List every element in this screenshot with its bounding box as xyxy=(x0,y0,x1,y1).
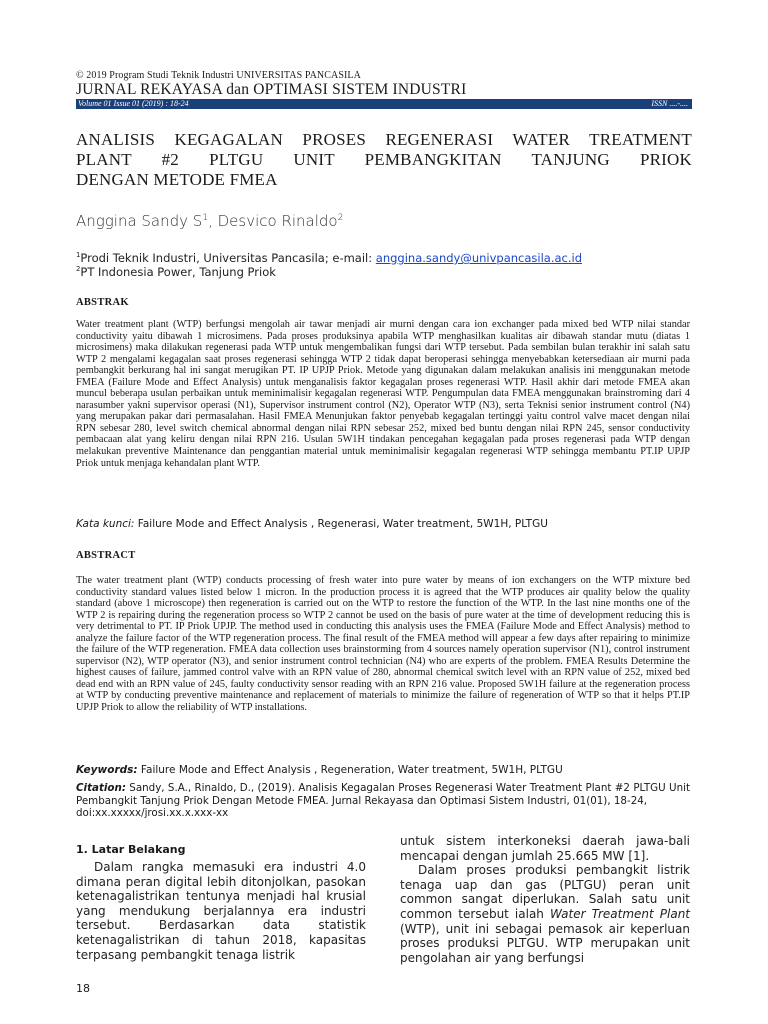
abstrak-heading: ABSTRAK xyxy=(76,297,129,308)
abstrak-text: Water treatment plant (WTP) berfungsi mengolah air tawar menjadi air murni dengan cara ion exchanger pada mixed bed WTP nilai standar conductivity yaitu dibawah 1 microsimens. Pada proses produksinya apabila WTP menghasilkan kualitas air dibawah standar mutu (diatas 1 microsimens) maka dilakukan regenerasi pada WTP untuk mengembalikan fungsi dari WTP tersebut. Pada sembilan bulan terakhir ini salah satu WTP 2 mengalami kegagalan saat proses regenerasi sehingga WTP 2 tidak dapat beroperasi sehingga menyebabkan ketersediaan air murni pada pembangkit berkurang hal ini sangat merugikan PT. IP UPJP Priok. Metode yang digunakan dalam melakukan analisis ini menggunakan metode FMEA (Failure Mode and Effect Analysis) untuk menganalisis faktor kegagalan proses regenerasi WTP. Hasil akhir dari metode FMEA akan muncul beberapa usulan perbaikan untuk meminimalisir kegagalan regenerasi WTP. Pengumpulan data FMEA menggunakan brainstroming dari 4 narasumber yakni supervisor operasi (N1), Supervisor instrument control (N2), Operator WTP (N3), serta Teknisi senior instrument control (N4) yang merupakan pakar dari permasalahan. Hasil FMEA Menunjukan faktor penyebab kegagalan tertinggi yaitu control valve macet dengan nilai RPN sebesar 280, level switch chemical abnormal dengan nilai RPN sebesar 252, mixed bed buntu dengan nilai RPN 245, sensor conductivity pembacaan alat yang keliru dengan nilai RPN 216. Usulan 5W1H tindakan pencegahan kegagalan pada proses regenerasi pada WTP dengan melakukan preventive Maintenance dan penggantian material untuk meminimalisir kegagalan regenerasi WTP sehingga membantu PT.IP UPJP Priok untuk menjaga kehandalan plant WTP. xyxy=(76,319,690,469)
email-link[interactable]: anggina.sandy@univpancasila.ac.id xyxy=(375,251,583,265)
author-affiliation-mark: 2 xyxy=(337,213,344,223)
issn-info: ISSN ....-.... xyxy=(651,99,688,108)
citation-doi: doi:xx.xxxxx/jrosi.xx.x.xxx-xx xyxy=(76,807,229,819)
author-name: Desvico Rinaldo xyxy=(217,212,338,230)
affiliation-2 xyxy=(76,265,276,279)
body-left-column: Dalam rangka memasuki era industri 4.0 dimana peran digital lebih ditonjolkan, pasokan ketenagalistrikan tentunya menjadi hal krusial yang mendukung berjalannya era industri tersebut. Berdasarkan data statistik ketenagalistrikan di tahun 2018, kapasitas terpasang pembangkit tenaga listrik xyxy=(76,860,366,962)
keywords-text: Failure Mode and Effect Analysis , Regeneration, Water treatment, 5W1H, PLTGU xyxy=(137,764,563,776)
copyright-line: © 2019 Program Studi Teknik Industri UNIVERSITAS PANCASILA xyxy=(76,70,361,81)
body-text: (WTP), unit ini sebagai pemasok air keperluan proses produksi PLTGU. WTP merupakan unit pengolahan air yang berfungsi xyxy=(400,921,690,965)
volume-info: Volume 01 Issue 01 (2019) : 18-24 xyxy=(78,99,189,108)
kata-kunci-label: Kata kunci: xyxy=(76,518,135,530)
body-emphasis: Water Treatment Plant xyxy=(549,906,691,921)
body-paragraph: untuk sistem interkoneksi daerah jawa-bali mencapai dengan jumlah 25.665 MW [1]. xyxy=(400,834,690,863)
affiliation-1 xyxy=(76,251,582,265)
paper-title xyxy=(76,130,692,190)
body-right-column xyxy=(400,834,690,965)
citation-label: Citation: xyxy=(76,782,126,794)
kata-kunci-text: Failure Mode and Effect Analysis , Regenerasi, Water treatment, 5W1H, PLTGU xyxy=(134,518,548,530)
citation-block xyxy=(76,782,690,820)
page-number: 18 xyxy=(76,982,90,995)
journal-name: JURNAL REKAYASA dan OPTIMASI SISTEM INDUSTRI xyxy=(76,81,467,98)
abstract-text: The water treatment plant (WTP) conducts processing of fresh water into pure water by means of ion exchangers on the WTP mixture bed conductivity standard values listed below 1 micron. In the production process it is agreed that the WTP produces air quality below the quality standard (above 1 microscope) then regeneration is carried out on the WTP to restore the function of the WTP. In the last nine months one of the WTP 2 is repairing during the regeneration process so WTP 2 cannot be used on the basis of pure water at the time of development reducing this is very detrimental to PT. IP Priok UPJP. The method used in conducting this analysis uses the FMEA (Failure Mode and Effect Analysis) method to analyze the failure factor of the WTP regeneration process. The final result of the FMEA method will appear a few days after repairing to minimize the failure of the WTP regeneration. FMEA data collection uses brainstorming from 4 sources namely operation supervisor (N1), control instrument supervisor (N2), WTP operator (N3), and senior instrument control technician (N4) who are experts of the problem. FMEA Results Determine the highest causes of failure, jammed control valve with an RPN value of 280, abnormal chemical switch level with an RPN value of 252, mixed bed dead end with an RPN value of 245, faulty conductivity sensor reading with an RPN 216 value. Proposed 5W1H failure at the regeneration process at WTP by conducting preventive maintenance and replacement of materials to minimize the failure of regeneration of WTP so that it helps PT.IP UPJP Priok to allow the reliability of WTP installations. xyxy=(76,575,690,714)
author-affiliation-mark: 1 xyxy=(202,213,209,223)
author-list xyxy=(76,212,343,230)
volume-bar xyxy=(76,99,692,109)
keywords-label: Keywords: xyxy=(76,764,138,776)
author-separator: , xyxy=(208,212,218,230)
title-line: DENGAN METODE FMEA xyxy=(76,170,278,189)
citation-text: Sandy, S.A., Rinaldo, D., (2019). Analisis Kegagalan Proses Regenerasi Water Treatment Plant #2 PLTGU Unit Pembangkit Tanjung Priok Dengan Metode FMEA. Jurnal Rekayasa dan Optimasi Sistem Industri, 01(01), 18-24, xyxy=(76,782,690,807)
title-line: ANALISIS KEGAGALAN PROSES REGENERASI WATER TREATMENT xyxy=(76,130,692,149)
abstract-heading: ABSTRACT xyxy=(76,550,136,561)
kata-kunci xyxy=(76,518,690,530)
body-text: Dalam proses produksi pembangkit listrik tenaga uap dan gas (PLTGU) peran unit common sangat diperlukan. Salah satu unit common tersebut ialah xyxy=(400,863,690,921)
title-line: PLANT #2 PLTGU UNIT PEMBANGKITAN TANJUNG PRIOK xyxy=(76,150,692,169)
body-paragraph xyxy=(400,863,690,965)
affiliation-mark: 1 xyxy=(76,251,81,260)
affiliation-mark: 2 xyxy=(76,265,81,274)
section-heading: 1. Latar Belakang xyxy=(76,843,186,856)
author-name: Anggina Sandy S xyxy=(76,212,203,230)
keywords xyxy=(76,764,690,776)
affiliation-text: PT Indonesia Power, Tanjung Priok xyxy=(80,265,276,279)
affiliation-text: Prodi Teknik Industri, Universitas Pancasila; e-mail: xyxy=(80,251,376,265)
